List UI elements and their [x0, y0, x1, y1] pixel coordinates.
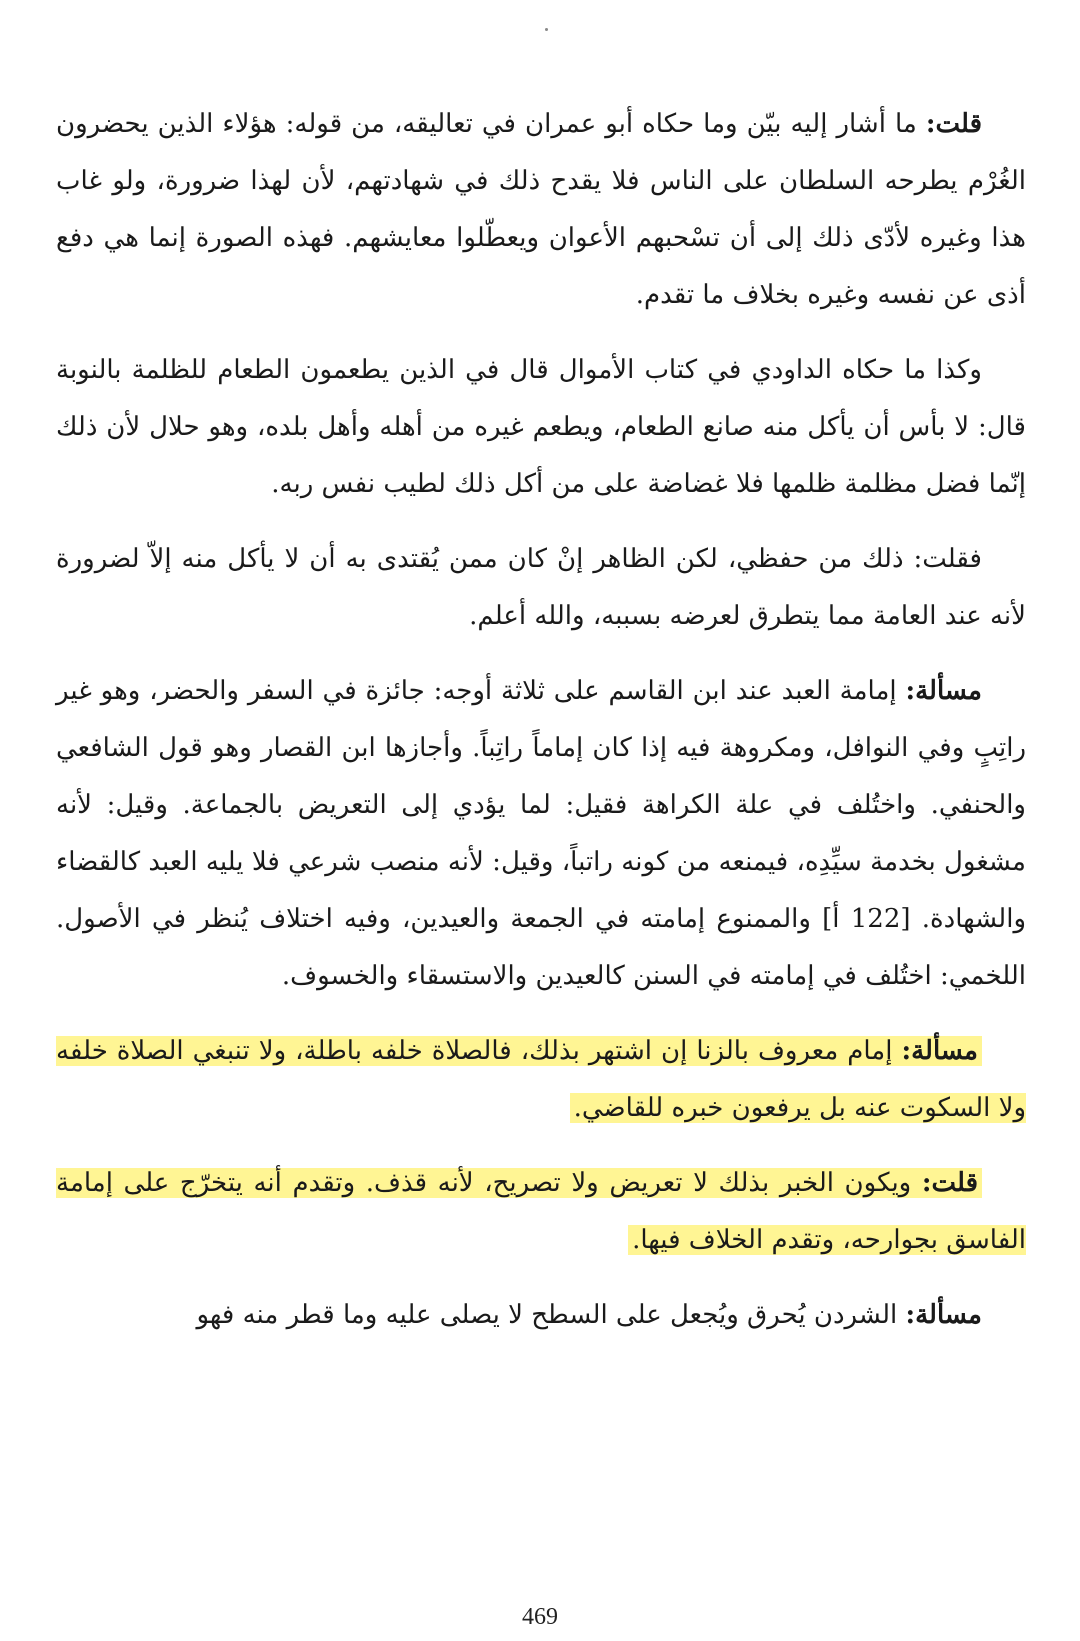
paragraph-4	[56, 663, 1026, 1005]
paragraph-text: ويكون الخبر بذلك لا تعريض ولا تصريح، لأنه قذف. وتقدم أنه يتخرّج على إمامة الفاسق بجوارحه، وتقدم الخلاف فيها.	[56, 1168, 1026, 1255]
paragraph-text: وكذا ما حكاه الداودي في كتاب الأموال قال في الذين يطعمون الطعام للظلمة بالنوبة قال: لا بأس أن يأكل منه صانع الطعام، ويطعم غيره من أهله وأهل بلده، وهو حلال لأن ذلك إنّما فضل مظلمة ظلمها فلا غضاضة على من أكل ذلك لطيب نفس ربه.	[56, 355, 1026, 499]
paragraph-lead: مسألة:	[905, 676, 982, 706]
highlighted-text	[56, 1168, 1026, 1255]
paragraph-text: فقلت: ذلك من حفظي، لكن الظاهر إنْ كان ممن يُقتدى به أن لا يأكل منه إلاّ لضرورة لأنه عند العامة مما يتطرق لعرضه بسببه، والله أعلم.	[56, 544, 1026, 631]
paragraph-text: الشردن يُحرق ويُجعل على السطح لا يصلى عليه وما قطر منه فهو	[196, 1300, 898, 1330]
paragraph-3	[56, 531, 1026, 645]
paragraph-6-highlighted	[56, 1155, 1026, 1269]
paragraph-text: ما أشار إليه بيّن وما حكاه أبو عمران في تعاليقه، من قوله: هؤلاء الذين يحضرون الغُرْم يطرحه السلطان على الناس فلا يقدح ذلك في شهادتهم، لأن لهذا ضرورة، ولو غاب هذا وغيره لأدّى ذلك إلى أن تسْحبهم الأعوان ويعطّلوا معايشهم. فهذه الصورة إنما هي دفع أذى عن نفسه وغيره بخلاف ما تقدم.	[56, 109, 1026, 310]
paragraph-2	[56, 342, 1026, 513]
scan-speck	[545, 28, 548, 31]
page-number: 469	[522, 1604, 558, 1630]
highlighted-text	[56, 1036, 1026, 1123]
paragraph-text: إمامة العبد عند ابن القاسم على ثلاثة أوجه: جائزة في السفر والحضر، وهو غير راتِبٍ وفي النوافل، ومكروهة فيه إذا كان إماماً راتِباً. وأجازها ابن القصار وهو قول الشافعي والحنفي. واختُلف في علة الكراهة فقيل: لما يؤدي إلى التعريض بالجماعة. وقيل: لأنه مشغول بخدمة سيِّدِه، فيمنعه من كونه راتباً، وقيل: لأنه منصب شرعي فلا يليه العبد كالقضاء والشهادة. [122 أ] والممنوع إمامته في الجمعة والعيدين، وفيه اختلاف يُنظر في الأصول. اللخمي: اختُلف في إمامته في السنن كالعيدين والاستسقاء والخسوف.	[56, 676, 1027, 991]
paragraph-lead: قلت:	[925, 109, 983, 139]
paragraph-lead: قلت:	[921, 1168, 979, 1198]
paragraph-7	[56, 1287, 1026, 1344]
page-body	[56, 96, 1026, 1362]
paragraph-1	[56, 96, 1026, 324]
paragraph-text: إمام معروف بالزنا إن اشتهر بذلك، فالصلاة خلفه باطلة، ولا تنبغي الصلاة خلفه ولا السكوت عنه بل يرفعون خبره للقاضي.	[56, 1036, 1026, 1123]
paragraph-5-highlighted	[56, 1023, 1026, 1137]
paragraph-lead: مسألة:	[901, 1036, 978, 1066]
paragraph-lead: مسألة:	[905, 1300, 982, 1330]
